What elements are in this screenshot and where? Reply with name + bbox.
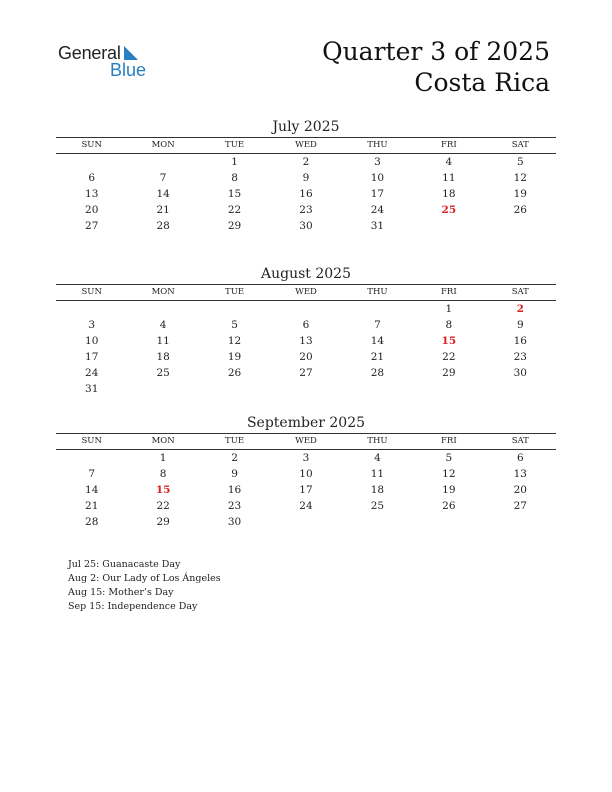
holiday-item: Jul 25: Guanacaste Day (68, 559, 181, 570)
day-cell: 6 (516, 452, 524, 464)
day-cell: 14 (85, 484, 99, 496)
day-cell (127, 154, 198, 170)
day-cell: 8 (445, 319, 453, 331)
day-cell (485, 218, 556, 234)
day-cell: 16 (299, 188, 313, 200)
weekday-label: WED (295, 287, 317, 297)
week-row (56, 154, 556, 170)
day-cell: 31 (370, 220, 385, 232)
day-cell: 2 (231, 452, 238, 464)
day-cell: 21 (85, 500, 99, 512)
day-cell (413, 514, 484, 530)
month-calendar (56, 117, 556, 234)
day-cell: 25 (370, 500, 385, 512)
day-cell: 8 (159, 468, 167, 480)
day-cell: 24 (299, 500, 313, 512)
weekday-label: WED (295, 140, 317, 150)
day-cell: 10 (85, 335, 99, 347)
day-cell (199, 381, 270, 397)
day-cell: 19 (442, 484, 456, 496)
day-cell: 11 (156, 335, 170, 347)
day-cell (199, 301, 270, 317)
day-cell (270, 514, 341, 530)
day-cell: 13 (299, 335, 313, 347)
day-cell: 11 (442, 172, 456, 184)
month-title: August 2025 (261, 266, 351, 282)
day-cell: 28 (85, 516, 99, 528)
weekday-label: MON (151, 287, 175, 297)
day-cell: 29 (227, 220, 242, 232)
day-cell: 29 (442, 367, 456, 379)
holiday-item: Sep 15: Independence Day (68, 601, 198, 612)
day-cell: 16 (513, 335, 527, 347)
month-title: September 2025 (246, 415, 366, 431)
weekday-label: SUN (81, 436, 102, 446)
holiday-day-cell: 15 (155, 484, 171, 496)
day-cell: 4 (374, 452, 381, 464)
weekday-label: TUE (225, 287, 245, 297)
week-row (56, 466, 556, 482)
weekday-label: SAT (511, 140, 529, 150)
day-cell: 28 (156, 220, 170, 232)
weekday-label: FRI (441, 436, 457, 446)
holiday-day-cell: 2 (516, 303, 524, 315)
day-cell: 7 (88, 468, 96, 480)
weekday-label: MON (151, 436, 175, 446)
day-cell: 10 (299, 468, 313, 480)
day-cell: 3 (88, 319, 96, 331)
logo-text-general: General (58, 43, 121, 63)
week-row (56, 450, 556, 466)
day-cell: 14 (370, 335, 385, 347)
day-cell: 23 (227, 500, 242, 512)
week-row (56, 218, 556, 234)
day-cell: 26 (227, 367, 242, 379)
day-cell (413, 381, 484, 397)
day-cell: 6 (88, 172, 96, 184)
day-cell (127, 301, 198, 317)
weekday-label: SUN (81, 287, 102, 297)
weekday-label: SAT (511, 287, 529, 297)
week-row (56, 317, 556, 333)
day-cell (342, 514, 413, 530)
day-cell: 30 (227, 516, 242, 528)
quarter-title: Quarter 3 of 2025 (322, 37, 550, 66)
logo-triangle-icon (124, 46, 138, 60)
weekday-label: WED (295, 436, 317, 446)
day-cell: 20 (85, 204, 99, 216)
month-calendar (56, 413, 556, 530)
day-cell: 6 (302, 319, 310, 331)
day-cell: 15 (227, 188, 242, 200)
day-cell: 13 (85, 188, 99, 200)
day-cell: 22 (442, 351, 456, 363)
weekday-label: THU (367, 436, 388, 446)
day-cell: 8 (231, 172, 238, 184)
day-cell: 2 (302, 156, 310, 168)
week-row (56, 186, 556, 202)
day-cell: 5 (516, 156, 524, 168)
day-cell (56, 301, 127, 317)
day-cell: 27 (85, 220, 99, 232)
week-row (56, 202, 556, 218)
page-title (322, 36, 550, 98)
weekday-header (56, 284, 556, 301)
day-cell: 10 (370, 172, 385, 184)
weekday-label: SAT (511, 436, 529, 446)
day-cell: 22 (227, 204, 242, 216)
day-cell: 23 (299, 204, 313, 216)
day-cell: 7 (159, 172, 167, 184)
day-cell: 12 (227, 335, 242, 347)
day-cell: 4 (445, 156, 453, 168)
day-cell (56, 450, 127, 466)
holiday-item: Aug 15: Mother’s Day (68, 587, 174, 598)
month-title: July 2025 (272, 119, 340, 135)
day-cell (342, 301, 413, 317)
day-cell: 16 (227, 484, 242, 496)
weekday-label: TUE (225, 140, 245, 150)
country-title: Costa Rica (414, 68, 550, 97)
day-cell (127, 381, 198, 397)
weekday-label: THU (367, 140, 388, 150)
day-cell: 18 (370, 484, 385, 496)
week-row (56, 381, 556, 397)
day-cell (485, 381, 556, 397)
day-cell: 19 (227, 351, 242, 363)
day-cell: 12 (442, 468, 456, 480)
day-cell: 17 (85, 351, 99, 363)
week-row (56, 170, 556, 186)
day-cell: 26 (442, 500, 456, 512)
day-cell: 28 (370, 367, 385, 379)
day-cell: 27 (513, 500, 527, 512)
weekday-label: FRI (441, 140, 457, 150)
holiday-day-cell: 15 (441, 335, 457, 347)
month-calendar (56, 264, 556, 397)
day-cell: 3 (374, 156, 381, 168)
day-cell: 20 (299, 351, 313, 363)
weekday-label: MON (151, 140, 175, 150)
week-row (56, 514, 556, 530)
day-cell: 13 (513, 468, 527, 480)
day-cell: 30 (513, 367, 527, 379)
week-row (56, 482, 556, 498)
day-cell: 5 (231, 319, 238, 331)
day-cell: 29 (156, 516, 170, 528)
weekday-label: TUE (225, 436, 245, 446)
day-cell: 1 (159, 452, 167, 464)
day-cell: 21 (156, 204, 170, 216)
day-cell: 18 (442, 188, 456, 200)
week-row (56, 301, 556, 317)
day-cell: 18 (156, 351, 170, 363)
day-cell: 4 (159, 319, 167, 331)
week-row (56, 333, 556, 349)
holiday-day-cell: 25 (441, 204, 457, 216)
day-cell: 1 (445, 303, 453, 315)
weekday-label: SUN (81, 140, 102, 150)
weekday-header (56, 433, 556, 450)
day-cell: 5 (445, 452, 453, 464)
day-cell (485, 514, 556, 530)
day-cell: 7 (374, 319, 381, 331)
day-cell: 24 (85, 367, 99, 379)
day-cell: 9 (516, 319, 524, 331)
day-cell: 23 (513, 351, 527, 363)
day-cell (56, 154, 127, 170)
day-cell: 12 (513, 172, 527, 184)
day-cell: 30 (299, 220, 313, 232)
weekday-header (56, 137, 556, 154)
day-cell (270, 381, 341, 397)
day-cell: 14 (156, 188, 170, 200)
day-cell: 11 (370, 468, 385, 480)
day-cell: 3 (302, 452, 310, 464)
weekday-label: THU (367, 287, 388, 297)
week-row (56, 365, 556, 381)
day-cell: 21 (370, 351, 385, 363)
logo-text-blue: Blue (110, 60, 147, 80)
logo (58, 43, 158, 83)
week-row (56, 349, 556, 365)
day-cell: 26 (513, 204, 527, 216)
day-cell: 24 (370, 204, 385, 216)
day-cell (342, 381, 413, 397)
day-cell: 9 (302, 172, 310, 184)
day-cell: 17 (370, 188, 385, 200)
day-cell: 20 (513, 484, 527, 496)
day-cell: 9 (231, 468, 238, 480)
holiday-list (68, 558, 221, 614)
day-cell (270, 301, 341, 317)
day-cell: 1 (231, 156, 238, 168)
day-cell: 22 (156, 500, 170, 512)
weekday-label: FRI (441, 287, 457, 297)
holiday-item: Aug 2: Our Lady of Los Ángeles (68, 573, 221, 584)
day-cell: 17 (299, 484, 313, 496)
day-cell: 27 (299, 367, 313, 379)
day-cell: 31 (85, 383, 99, 395)
day-cell: 25 (156, 367, 170, 379)
week-row (56, 498, 556, 514)
day-cell (413, 218, 484, 234)
day-cell: 19 (513, 188, 527, 200)
